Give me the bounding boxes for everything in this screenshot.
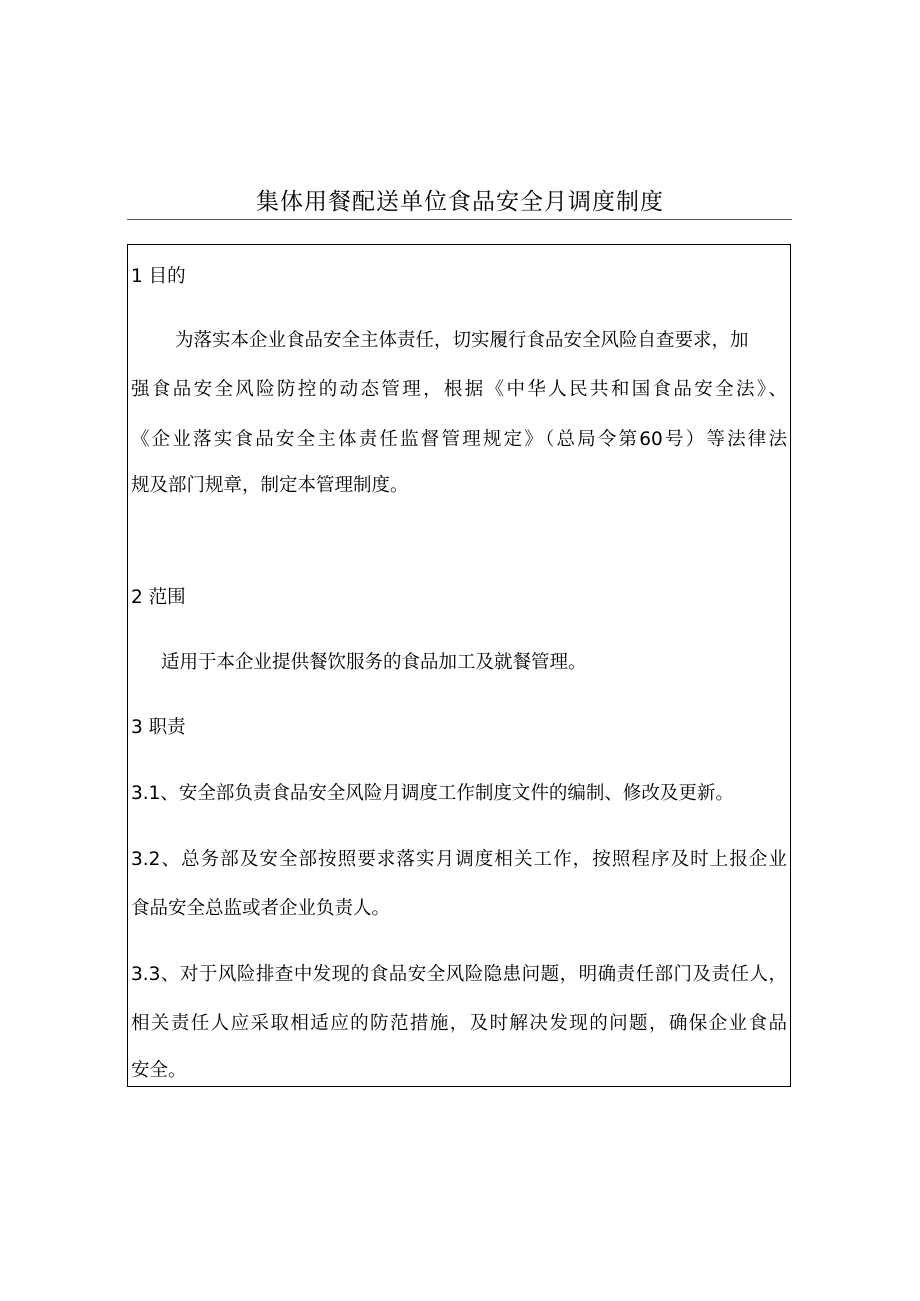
duty-item-line: 3.1、安全部负责食品安全风险月调度工作制度文件的编制、修改及更新。 [131,783,734,804]
section-heading-scope: 2 范围 [131,587,186,608]
purpose-paragraph-line: 《企业落实食品安全主体责任监督管理规定》（总局令第60号）等法律法 [131,429,787,450]
duty-item-line: 3.2、总务部及安全部按照要求落实月调度相关工作，按照程序及时上报企业 [131,849,787,870]
duty-item-line: 食品安全总监或者企业负责人。 [131,898,391,919]
duty-item-line: 3.3、对于风险排查中发现的食品安全风险隐患问题，明确责任部门及责任人， [131,964,787,985]
duty-item-line: 相关责任人应采取相适应的防范措施，及时解决发现的问题，确保企业食品 [131,1013,787,1034]
purpose-paragraph-line: 为落实本企业食品安全主体责任，切实履行食品安全风险自查要求，加 [175,330,749,351]
purpose-paragraph-line: 强食品安全风险防控的动态管理，根据《中华人民共和国食品安全法》、 [131,379,787,400]
section-heading-duties: 3 职责 [131,717,186,738]
duty-item-line: 安全。 [131,1060,187,1081]
document-title: 集体用餐配送单位食品安全月调度制度 [256,189,664,215]
section-heading-purpose: 1 目的 [131,266,186,287]
content-frame [127,244,791,1087]
purpose-paragraph-line: 规及部门规章，制定本管理制度。 [131,475,409,496]
title-underline [127,219,792,220]
scope-paragraph-line: 适用于本企业提供餐饮服务的食品加工及就餐管理。 [161,652,587,673]
